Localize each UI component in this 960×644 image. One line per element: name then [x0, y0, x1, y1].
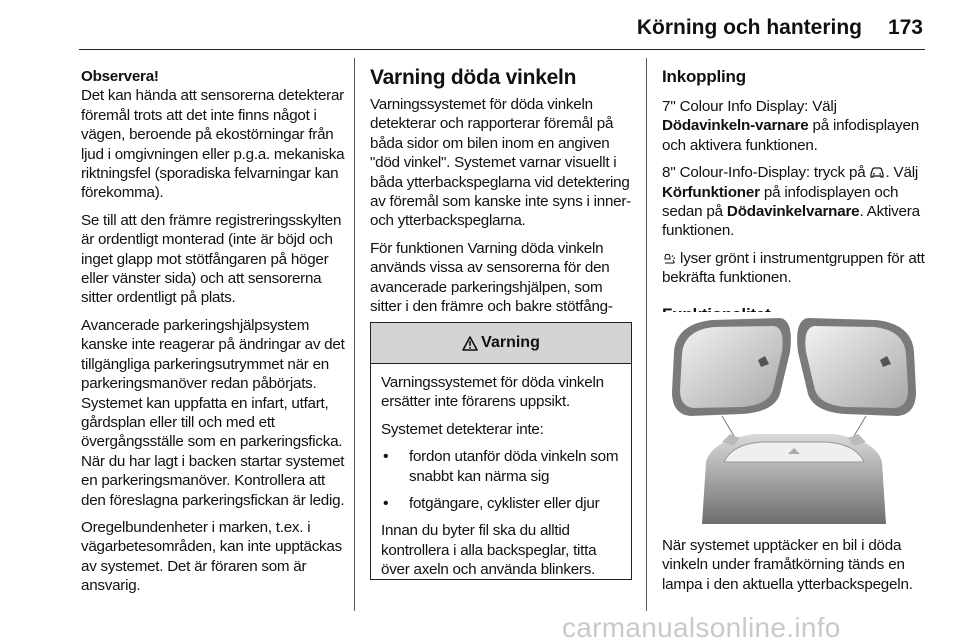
- paragraph: Se till att den främre registreringsskylten är ordentligt monterad (inte är böjd och inget glapp mot stötfångaren på höger eller vänster sida) och att sensorerna sitter ordentligt på plats.: [81, 211, 342, 307]
- warning-text: Varningssystemet för döda vinkeln ersätter inte förarens uppsikt.: [381, 374, 604, 411]
- observe-title: Observera!: [81, 68, 159, 85]
- paragraph: Varningssystemet för döda vinkeln detekterar och rapporterar föremål på båda sidor om bilen inom en angiven "död vinkel". Systemet varnar visuellt i båda ytterbackspeglarna vid detektering av föremål som kanske inte syns i inner- och ytterbackspeglarna.: [370, 96, 631, 230]
- menu-term: Körfunktioner: [662, 183, 760, 201]
- right-column: [662, 66, 928, 335]
- warning-box: [370, 322, 632, 580]
- paragraph: [662, 97, 928, 155]
- menu-term: Dödavinkeln-varnare: [662, 117, 809, 135]
- text: 7'' Colour Info Display: Välj: [662, 98, 837, 115]
- text: på infodisplayen och sedan på: [662, 183, 899, 221]
- paragraph: [662, 249, 928, 288]
- middle-column: [370, 66, 634, 344]
- text: . Aktivera funktionen.: [662, 203, 920, 240]
- text: . Välj: [885, 164, 919, 182]
- side-mirrors-illustration: [662, 312, 926, 524]
- figure-caption: [662, 536, 928, 602]
- column-divider-left: [354, 58, 355, 611]
- list-item: • fotgängare, cyklister eller djur: [381, 494, 621, 513]
- right-mirror: [797, 318, 916, 416]
- watermark: carmanualsonline.info: [562, 612, 841, 643]
- page-number: 173: [887, 16, 923, 39]
- column-divider-right: [646, 58, 647, 611]
- warning-text: Innan du byter fil ska du alltid kontrollera i alla backspeglar, titta över axeln och använda blinkers.: [381, 522, 597, 579]
- left-mirror: [672, 318, 791, 416]
- page-header-title: Körning och hantering: [636, 16, 862, 39]
- car-rear: [702, 434, 886, 524]
- warning-title: Varning: [481, 334, 540, 351]
- warning-triangle-icon: [462, 336, 478, 351]
- section-heading: Inkoppling: [662, 67, 746, 86]
- list-item: • fordon utanför döda vinkeln som snabbt kan närma sig: [381, 447, 621, 486]
- header-rule: [79, 49, 925, 50]
- paragraph: Avancerade parkeringshjälpsystem kanske inte reagerar på ändringar av det tillgängliga parkeringsutrymmet när en parkeringsmanöver redan påbörjats. Systemet kan uppfatta en infart, utfart, gårdsplan eller till och med ett övergångsställe som en parkeringsficka. När du har lagt i backen startar systemet en parkeringsmanöver. Kontrollera att den föreslagna parkeringsfickan är ledig.: [81, 316, 345, 509]
- mirror-figure-svg: [662, 312, 926, 524]
- warning-list: [381, 447, 621, 513]
- text: lyser grönt i instrumentgruppen för att bekräfta funktionen.: [662, 249, 925, 287]
- car-icon: [869, 166, 885, 179]
- warning-body: [371, 364, 631, 580]
- text: på infodisplayen och aktivera funktionen.: [662, 117, 920, 154]
- text: 8'' Colour-Info-Display: tryck på: [662, 164, 870, 182]
- blind-spot-icon: [662, 251, 676, 265]
- warning-header: [371, 323, 631, 364]
- observe-text: Det kan hända att sensorerna detekterar föremål trots att det inte finns något i vägen, beroende på ekostörningar från ljud i omgivningen eller p.g.a. mekaniska riktningsfel (sporadiska felvarningar kan förekomma).: [81, 87, 345, 202]
- section-heading: Varning döda vinkeln: [370, 66, 577, 89]
- paragraph: När systemet upptäcker en bil i döda vinkeln under framåtkörning tänds en lampa i den aktuella ytterbackspegeln.: [662, 537, 913, 593]
- paragraph: För funktionen Varning döda vinkeln används vissa av sensorerna för den avancerade parkeringshjälpen, som sitter i den främre och bakre stötfång: [370, 239, 613, 316]
- left-column: [81, 67, 345, 604]
- menu-term: Dödavinkelvarnare: [726, 203, 860, 221]
- paragraph: [662, 163, 928, 241]
- warning-text: Systemet detekterar inte:: [381, 420, 544, 438]
- paragraph: Oregelbundenheter i marken, t.ex. i vägarbetesområden, kan inte upptäckas av systemet. Det är föraren som är ansvarig.: [81, 518, 342, 595]
